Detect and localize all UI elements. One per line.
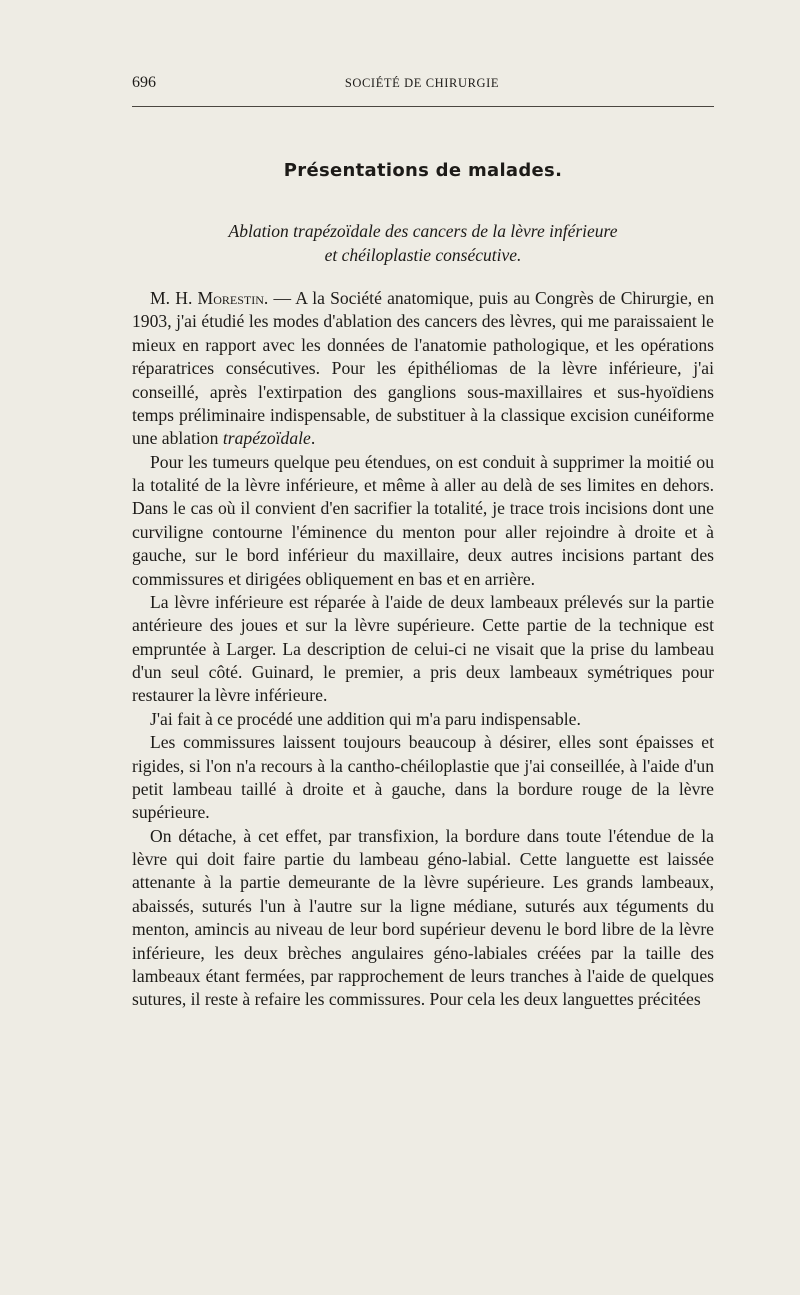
paragraph-2: Pour les tumeurs quelque peu étendues, on est conduit à supprimer la moitié ou la totalité de la lèvre inférieure, et même à aller au delà de ses limites en dehors. Dans le cas où il convient d'en sacrifier la totalité, je trace trois incisions dont une curviligne contourne l'éminence du menton pour aller rejoindre à droite et à gauche, sur le bord inférieur du maxillaire, deux autres incisions partant des commissures et dirigées obliquement en bas et en arrière. (132, 451, 714, 589)
paragraph-1-end: . (310, 428, 316, 449)
paragraph-1-emphasis: trapézoïdale (222, 428, 311, 449)
paragraph-4: J'ai fait à ce procédé une addition qui m'a paru indispensable. (150, 708, 581, 729)
page-header (132, 74, 712, 96)
paragraph-1 (132, 287, 714, 451)
paragraph-6: On détache, à cet effet, par transfixion, la bordure dans toute l'étendue de la lèvre qui doit faire partie du lambeau géno-labial. Cette languette est laissée attenante à la partie demeurante de la lèvre supérieure. Les grands lambeaux, abaissés, suturés l'un à l'autre sur la ligne médiane, suturés aux téguments du menton, amincis au niveau de leur bord supérieur devenu le bord libre de la lèvre inférieure, les deux brèches angulaires géno-labiales créées par la taille des lambeaux étant fermées, par rapprochement de leurs tranches à l'aide de quelques sutures, il reste à refaire les commissures. Pour cela les deux languettes précitées (132, 825, 714, 1010)
author-name: Morestin (197, 288, 264, 308)
paragraph-3: La lèvre inférieure est réparée à l'aide de deux lambeaux prélevés sur la partie antérieure des joues et sur la lèvre supérieure. Cette partie de la technique est empruntée à Larger. La description de celui-ci ne visait que la prise du lambeau d'un seul côté. Guinard, le premier, a pris deux lambeaux symétriques pour restaurer la lèvre inférieure. (132, 591, 714, 706)
header-rule (132, 106, 714, 107)
article-title-line-2: et chéiloplastie consécutive. (324, 245, 522, 265)
author-prefix: M. H. (150, 288, 198, 308)
body-text (132, 287, 714, 1012)
article-title (132, 219, 714, 267)
running-head: SOCIÉTÉ DE CHIRURGIE (344, 76, 500, 90)
article-title-line-1: Ablation trapézoïdale des cancers de la lèvre inférieure (228, 221, 618, 241)
paragraph-1-text: . — A la Société anatomique, puis au Congrès de Chirurgie, en 1903, j'ai étudié les modes d'ablation des cancers des lèvres, qui me paraissaient le mieux en rapport avec les données de l'anatomie pathologique, et les opérations réparatrices consécutives. Pour les épithéliomas de la lèvre inférieure, j'ai conseillé, après l'extirpation des ganglions sous-maxillaires et sus-hyoïdiens temps préliminaire indispensable, de substituer à la classique excision cunéiforme une ablation (132, 288, 715, 449)
page-number: 696 (132, 74, 156, 91)
section-heading: Présentations de malades. (283, 160, 563, 181)
paragraph-5: Les commissures laissent toujours beaucoup à désirer, elles sont épaisses et rigides, si l'on n'a recours à la cantho-chéiloplastie que j'ai conseillée, à l'aide d'un petit lambeau taillé à droite et à gauche, dans la bordure rouge de la lèvre supérieure. (132, 732, 714, 823)
